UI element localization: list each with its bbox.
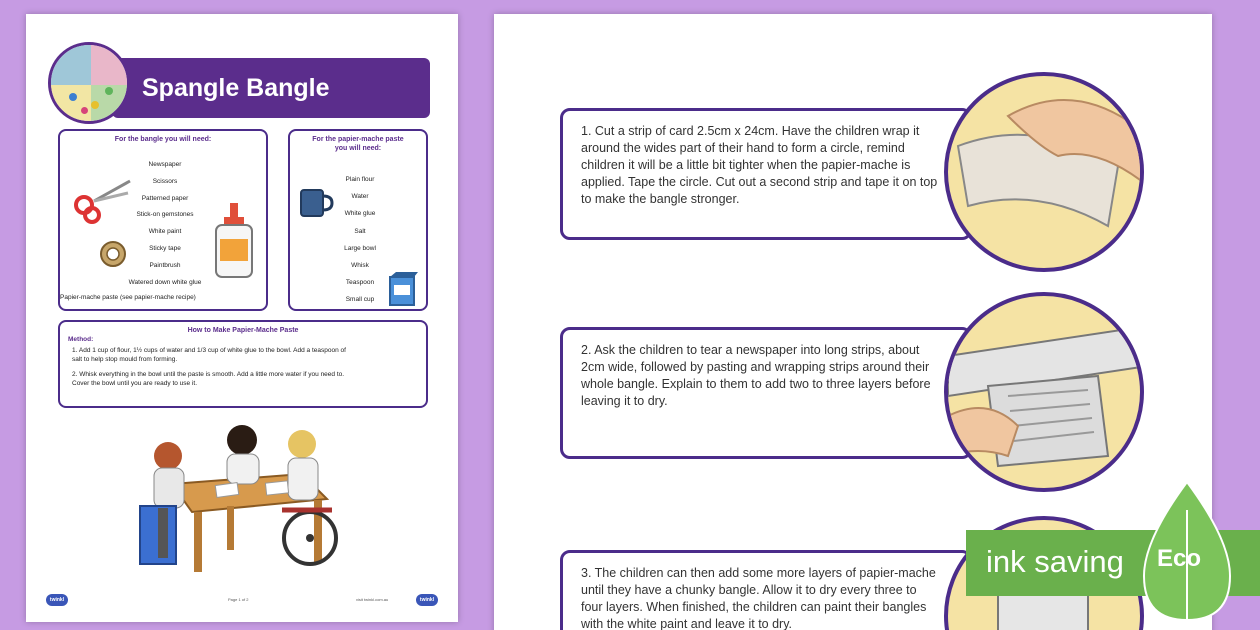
list-item: Salt bbox=[354, 227, 366, 235]
method-step: Cover the bowl until you are ready to use it. bbox=[72, 380, 198, 387]
step-card-3 bbox=[560, 550, 972, 630]
method-label: Method: bbox=[68, 336, 94, 343]
list-item: Paintbrush bbox=[149, 261, 181, 269]
list-item: Small cup bbox=[345, 296, 375, 304]
bangle-materials-heading: For the bangle you will need: bbox=[114, 136, 212, 143]
paste-materials-heading-line2: you will need: bbox=[334, 145, 382, 152]
list-item: Large bowl bbox=[344, 244, 376, 252]
step-1-illustration bbox=[944, 72, 1144, 272]
step-text: 2. Ask the children to tear a newspaper into long strips, about 2cm wide, followed by pasting and wrapping strips around their whole bangle. Explain to them to add two to three layers before leaving it to dry. bbox=[581, 343, 931, 408]
worksheet-page-1 bbox=[26, 14, 458, 622]
method-step: 1. Add 1 cup of flour, 1½ cups of water and 1/3 cup of white glue to the bowl. Add a teaspoon of bbox=[72, 347, 346, 354]
list-item: White glue bbox=[344, 210, 376, 218]
salt-box-icon bbox=[386, 271, 420, 307]
step-card-1 bbox=[560, 108, 972, 240]
bangle-materials-box bbox=[58, 129, 268, 311]
bangle-badge-image bbox=[48, 42, 130, 124]
cup-icon bbox=[298, 187, 334, 219]
page-title: Spangle Bangle bbox=[142, 74, 330, 102]
method-heading: How to Make Papier-Mache Paste bbox=[187, 327, 299, 334]
list-item: Plain flour bbox=[345, 176, 375, 183]
step-2-illustration bbox=[944, 292, 1144, 492]
ink-saving-label: ink saving bbox=[986, 544, 1124, 579]
site-link: visit twinkl.com.au bbox=[356, 597, 389, 602]
list-item: Water bbox=[351, 193, 369, 201]
list-item: Watered down white glue bbox=[128, 278, 202, 286]
twinkl-logo: twinkl bbox=[416, 594, 438, 606]
list-item: Sticky tape bbox=[149, 244, 181, 252]
step-text: 1. Cut a strip of card 2.5cm x 24cm. Have the children wrap it around the wides part of their hand to form a circle, remind children it will be a little bit tighter when the papier-mache is applied. Tape the circle. Cut out a second strip and tape it on top to make the bangle stronger. bbox=[581, 124, 938, 206]
list-item: Papier-mache paste (see papier-mache recipe) bbox=[60, 294, 196, 301]
children-crafting-illustration bbox=[132, 414, 352, 584]
paste-materials-heading-line1: For the papier-mache paste bbox=[312, 136, 404, 143]
eco-badge-label: Eco bbox=[1157, 545, 1202, 572]
page-number: Page 1 of 2 bbox=[228, 597, 249, 602]
step-text: 3. The children can then add some more layers of papier-mache until they have a chunky bangle. Allow it to dry every three to four layers. When finished, the children can paint their bangles with the white paint and leave it to dry. bbox=[581, 566, 936, 630]
twinkl-logo: twinkl bbox=[46, 594, 68, 606]
list-item: Patterned paper bbox=[141, 194, 189, 202]
paste-materials-box bbox=[288, 129, 428, 311]
list-item: Scissors bbox=[152, 177, 178, 185]
method-step: salt to help stop mould from forming. bbox=[72, 356, 178, 363]
list-item: Stick-on gemstones bbox=[136, 211, 194, 219]
page-footer bbox=[46, 594, 438, 608]
method-box bbox=[58, 320, 428, 408]
sticky-tape-icon bbox=[98, 239, 128, 269]
method-step: 2. Whisk everything in the bowl until the paste is smooth. Add a little more water if you need to. bbox=[72, 371, 345, 378]
list-item: Teaspoon bbox=[345, 279, 375, 287]
glue-bottle-icon bbox=[212, 201, 256, 281]
list-item: Whisk bbox=[351, 262, 369, 270]
step-card-2 bbox=[560, 327, 972, 459]
list-item: White paint bbox=[148, 228, 182, 236]
scissors-icon bbox=[72, 175, 132, 225]
list-item: Newspaper bbox=[148, 161, 182, 168]
